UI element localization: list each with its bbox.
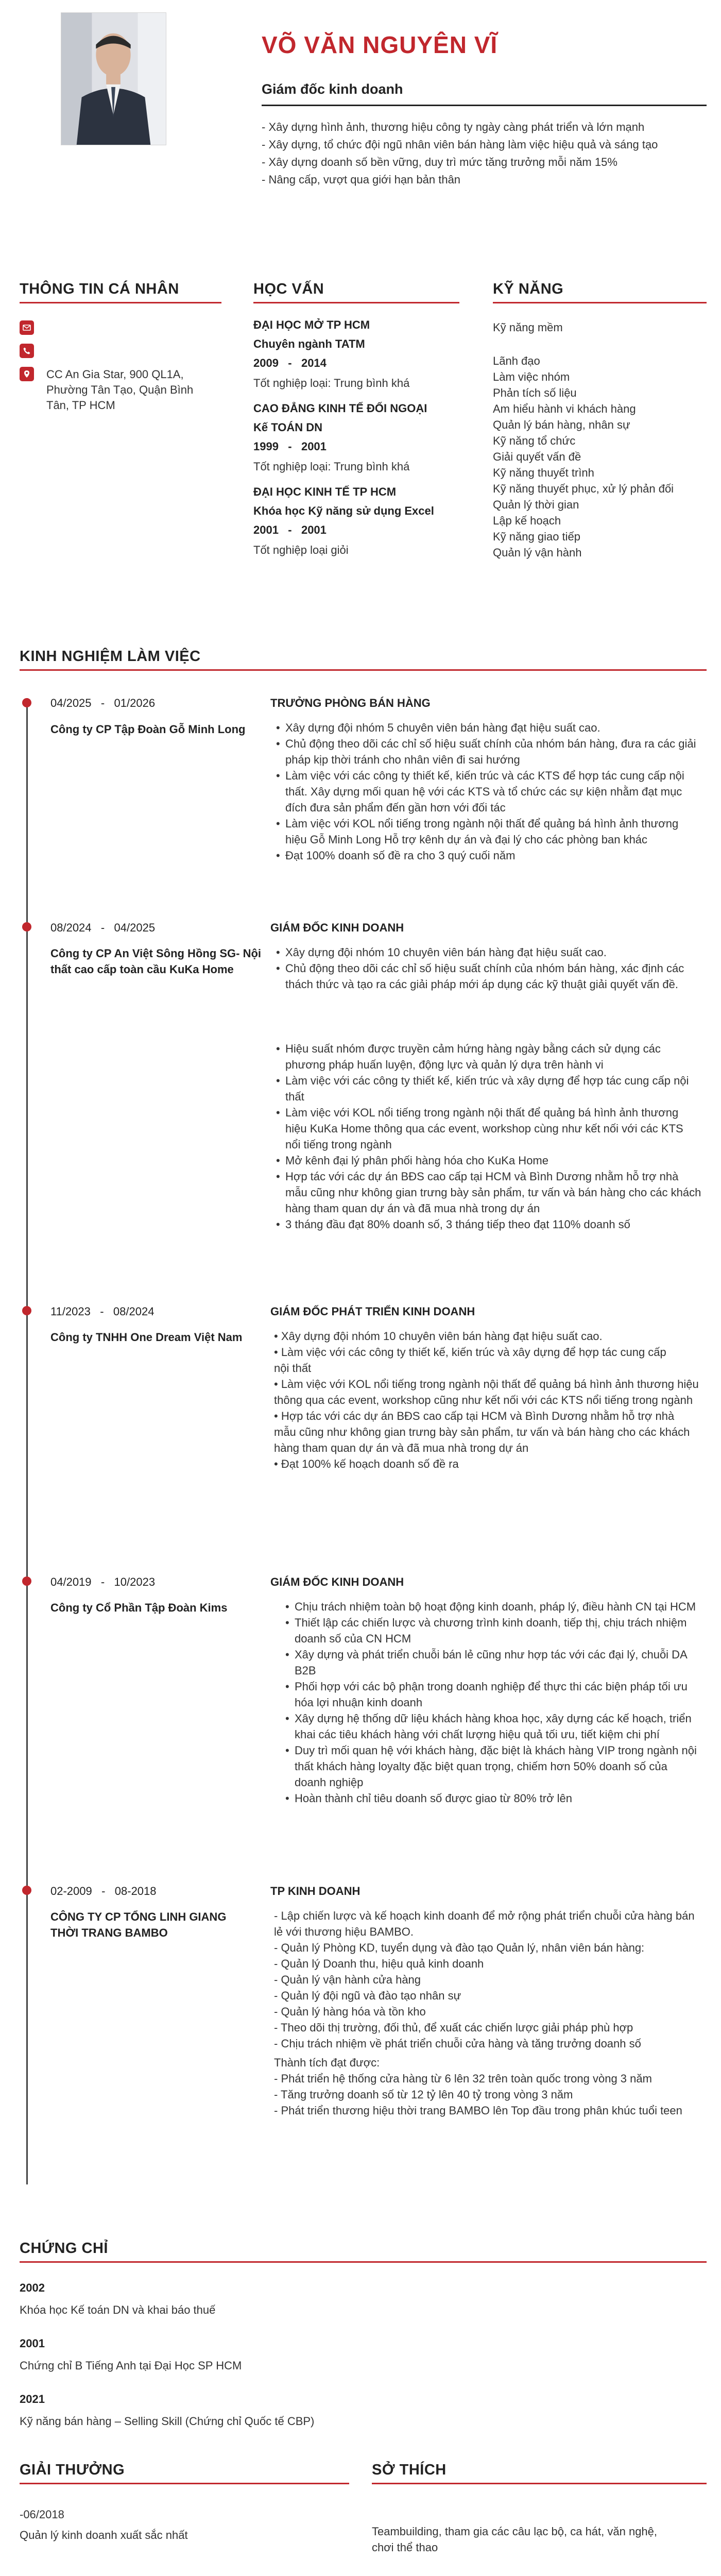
duty-line: - Quản lý hàng hóa và tồn kho (274, 2005, 426, 2018)
graduation-note: Tốt nghiệp loại: Trung bình khá (253, 460, 410, 473)
duty-line: - Quản lý vận hành cửa hàng (274, 1973, 421, 1986)
awards-heading: GIẢI THƯỞNG (20, 2462, 349, 2484)
education-period: 2009 - 2014 (253, 357, 327, 369)
skill-item: Giải quyết vấn đề (493, 450, 581, 463)
job-duties (274, 1328, 701, 1472)
education-list (253, 317, 459, 558)
duty-item: • Làm việc với các công ty thiết kế, kiến trúc và xây dựng để hợp tác cung cấp nội thất (274, 1073, 701, 1105)
objective-item: - Nâng cấp, vượt qua giới hạn bản thân (262, 173, 461, 186)
timeline-dot (22, 922, 31, 931)
certificate-year: 2001 (20, 2337, 45, 2350)
duty-line: mẫu cũng như không gian trưng bày sản phẩm, tư vấn và bán hàng cho các khách hàng tham quan dự án và đã mua nhà trong dự án (274, 1426, 690, 1454)
duty-item: • Hiệu suất nhóm được truyền cảm hứng hàng ngày bằng cách sử dụng các phương pháp huấn luyện, động lực và quản lý dựa trên hành vi (274, 1041, 701, 1073)
company-name: Công ty CP Tập Đoàn Gỗ Minh Long (50, 723, 246, 736)
skill-item: Kỹ năng thuyết phục, xử lý phản đối (493, 482, 674, 495)
duty-item: • 3 tháng đầu đạt 80% doanh số, 3 tháng tiếp theo đạt 110% doanh số (274, 1216, 701, 1232)
soft-skills-label: Kỹ năng mềm (493, 321, 563, 334)
award-name: Quản lý kinh doanh xuất sắc nhất (20, 2529, 188, 2541)
timeline-dot (22, 698, 31, 707)
duty-line: - Quản lý Phòng KD, tuyển dụng và đào tạo Quản lý, nhân viên bán hàng: (274, 1941, 645, 1954)
education-item (253, 400, 459, 474)
certificate-name: Khóa học Kế toán DN và khai báo thuế (20, 2303, 216, 2316)
duty-line: nội thất (274, 1362, 312, 1375)
job-duties (283, 1599, 700, 1806)
personal-info-heading: THÔNG TIN CÁ NHÂN (20, 281, 221, 303)
skill-item: Quản lý vận hành (493, 546, 582, 559)
duty-item: • Đạt 100% doanh số đề ra cho 3 quý cuối năm (274, 848, 701, 863)
certificates-list (20, 2280, 707, 2429)
skill-item: Quản lý bán hàng, nhân sự (493, 418, 630, 431)
company-name: CÔNG TY CP TỔNG LINH GIANG THỜI TRANG BAMBO (50, 1910, 227, 1939)
job-duties (274, 1908, 701, 2119)
timeline-dot (22, 1886, 31, 1895)
duty-line: • Xây dựng đội nhóm 10 chuyên viên bán hàng đạt hiệu suất cao. (274, 1330, 603, 1343)
duty-item: • Phối hợp với các bộ phận trong doanh nghiệp để thực thi các biện pháp tối ưu hóa lợi nhuận kinh doanh (283, 1679, 700, 1710)
duty-line: - Lập chiến lược và kế hoạch kinh doanh để mở rộng phát triển chuỗi cửa hàng bán lẻ với thương hiệu BAMBO. (274, 1909, 695, 1938)
experience-heading: KINH NGHIỆM LÀM VIỆC (20, 648, 707, 671)
certificate-year: 2002 (20, 2281, 45, 2294)
graduation-note: Tốt nghiệp loại giỏi (253, 544, 349, 556)
skill-item: Kỹ năng tổ chức (493, 434, 576, 447)
timeline-dot (22, 1577, 31, 1586)
skills-heading: KỸ NĂNG (493, 281, 707, 303)
timeline-line (26, 698, 28, 2184)
duty-line: • Đạt 100% kế hoạch doanh số đề ra (274, 1458, 459, 1470)
duty-item: • Xây dựng hệ thống dữ liệu khách hàng khoa học, xây dựng các kế hoạch, triển khai các tiêu khách hàng với chất lượng hiệu quả tối ưu, tiết kiệm chi phí (283, 1710, 700, 1742)
major: Chuyên ngành TATM (253, 337, 365, 350)
school-name: ĐẠI HỌC MỞ TP HCM (253, 318, 370, 331)
address-text: CC An Gia Star, 900 QL1A, Phường Tân Tạo, Quận Bình Tân, TP HCM (46, 368, 194, 412)
duty-line: - Quản lý Doanh thu, hiệu quả kinh doanh (274, 1957, 484, 1970)
profile-photo (61, 12, 166, 145)
duty-line: • Hợp tác với các dự án BĐS cao cấp tại HCM và Bình Dương nhằm hỗ trợ nhà (274, 1410, 675, 1422)
skill-item: Lập kế hoạch (493, 514, 561, 527)
duty-item: • Xây dựng đội nhóm 5 chuyên viên bán hàng đạt hiệu suất cao. (274, 720, 701, 736)
duty-item: • Làm việc với KOL nổi tiếng trong ngành nội thất để quảng bá hình ảnh thương hiệu KuKa Home thông qua các event, workshop cùng như kết nối với các KTS nổi tiếng trong ngành (274, 1105, 701, 1153)
skill-item: Kỹ năng giao tiếp (493, 530, 581, 543)
major: Khóa học Kỹ năng sử dụng Excel (253, 504, 434, 517)
skill-item: Kỹ năng thuyết trình (493, 466, 594, 479)
education-heading: HỌC VẤN (253, 281, 459, 303)
duty-item: • Duy trì mối quan hệ với khách hàng, đặc biệt là khách hàng VIP trong ngành nội thất khách hàng loyalty đặc biệt quan trọng, chiếm hơn 50% doanh số của doanh nghiệp (283, 1742, 700, 1790)
job-role: GIÁM ĐỐC KINH DOANH (270, 921, 404, 934)
skill-item: Lãnh đạo (493, 354, 540, 367)
experience-period: 04/2025 - 01/2026 (50, 697, 156, 709)
duty-item: • Chủ động theo dõi các chỉ số hiệu suất chính của nhóm bán hàng, đưa ra các giải pháp kịp thời tránh cho nhân viên đi sai hướng (274, 736, 701, 768)
skill-item: Làm việc nhóm (493, 370, 570, 383)
hobbies-text: Teambuilding, tham gia các câu lạc bộ, ca hát, văn nghệ, chơi thể thao (372, 2525, 658, 2554)
skills-list (493, 319, 707, 561)
job-duties (274, 944, 701, 992)
experience-period: 02-2009 - 08-2018 (50, 1885, 157, 1897)
timeline-dot (22, 1306, 31, 1315)
school-name: ĐẠI HỌC KINH TẾ TP HCM (253, 485, 397, 498)
skill-item: Phản tích số liệu (493, 386, 577, 399)
duty-item: • Xây dựng và phát triển chuỗi bán lẻ cũng như hợp tác với các đại lý, chuỗi DA B2B (283, 1647, 700, 1679)
duty-item: • Thiết lập các chiến lược và chương trình kinh doanh, tiếp thị, chịu trách nhiệm doanh số của CN HCM (283, 1615, 700, 1647)
education-item (253, 484, 459, 558)
duty-item: • Làm việc với các công ty thiết kế, kiến trúc và các KTS để hợp tác cung cấp nội thất. Xây dựng mối quan hệ với các KTS và tổ chức các sự kiện nhằm đạt mục đích đưa sản phẩm đến gần hơn với đối tác (274, 768, 701, 816)
objective-item: - Xây dựng hình ảnh, thương hiệu công ty ngày càng phát triển và lớn mạnh (262, 121, 645, 133)
duty-line: - Quản lý đội ngũ và đào tạo nhân sự (274, 1989, 461, 2002)
duty-item: • Hoàn thành chỉ tiêu doanh số được giao từ 80% trở lên (283, 1790, 700, 1806)
objective-item: - Xây dựng, tổ chức đội ngũ nhân viên bán hàng làm việc hiệu quả và sáng tạo (262, 138, 658, 151)
hobbies-heading: SỞ THÍCH (372, 2462, 707, 2484)
experience-period: 04/2019 - 10/2023 (50, 1575, 156, 1588)
graduation-note: Tốt nghiệp loại: Trung bình khá (253, 377, 410, 389)
email-icon[interactable] (20, 320, 34, 335)
job-role: GIÁM ĐỐC PHÁT TRIỂN KINH DOANH (270, 1305, 475, 1318)
education-item (253, 317, 459, 391)
certificate-item (20, 2391, 707, 2429)
certificate-item (20, 2335, 707, 2374)
experience-period: 11/2023 - 08/2024 (50, 1305, 154, 1318)
phone-icon[interactable] (20, 344, 34, 358)
candidate-position: Giám đốc kinh doanh (262, 81, 707, 106)
major: Kế TOÁN DN (253, 421, 323, 434)
education-period: 1999 - 2001 (253, 440, 327, 453)
skill-item: Am hiểu hành vi khách hàng (493, 402, 636, 415)
certificate-year: 2021 (20, 2393, 45, 2405)
certificate-item (20, 2280, 707, 2318)
duty-line: - Phát triển hệ thống cửa hàng từ 6 lên 32 trên toàn quốc trong vòng 3 năm (274, 2072, 652, 2085)
job-role: TP KINH DOANH (270, 1885, 360, 1897)
location-icon (20, 367, 34, 381)
job-role: GIÁM ĐỐC KINH DOANH (270, 1575, 404, 1588)
duty-item: • Mở kênh đại lý phân phối hàng hóa cho KuKa Home (274, 1153, 701, 1168)
duty-item: • Chủ động theo dõi các chỉ số hiệu suất chính của nhóm bán hàng, xác định các thách thức và tạo ra các giải pháp mới áp dụng các kỹ thuật giải quyết vấn đề. (274, 960, 701, 992)
skill-item: Quản lý thời gian (493, 498, 579, 511)
certificates-heading: CHỨNG CHỈ (20, 2240, 707, 2263)
duty-line: - Phát triển thương hiệu thời trang BAMBO lên Top đầu trong phân khúc tuổi teen (274, 2104, 682, 2117)
duty-item: • Hợp tác với các dự án BĐS cao cấp tại HCM và Bình Dương nhằm hỗ trợ nhà mẫu cũng như không gian trưng bày sản phẩm, tư vấn và bán hàng cho các khách hàng tham quan dự án và đã mua nhà trong dự án (274, 1168, 701, 1216)
job-duties-continued (274, 1041, 701, 1232)
certificate-name: Chứng chỉ B Tiếng Anh tại Đại Học SP HCM (20, 2359, 242, 2372)
company-name: Công ty TNHH One Dream Việt Nam (50, 1331, 243, 1344)
duty-line: • Làm việc với các công ty thiết kế, kiến trúc và xây dựng để hợp tác cung cấp (274, 1346, 666, 1359)
company-name: Công ty CP An Việt Sông Hồng SG- Nội thất cao cấp toàn cầu KuKa Home (50, 947, 262, 976)
certificate-name: Kỹ năng bán hàng – Selling Skill (Chứng chỉ Quốc tế CBP) (20, 2415, 315, 2428)
award-date: -06/2018 (20, 2508, 64, 2521)
company-name: Công ty Cổ Phần Tập Đoàn Kims (50, 1601, 228, 1614)
duty-item: • Chịu trách nhiệm toàn bộ hoạt động kinh doanh, pháp lý, điều hành CN tại HCM (283, 1599, 700, 1615)
duty-line: - Chịu trách nhiệm về phát triển chuỗi cửa hàng và tăng trưởng doanh số (274, 2037, 641, 2050)
job-duties (274, 720, 701, 863)
school-name: CAO ĐẲNG KINH TẾ ĐỐI NGOẠI (253, 402, 427, 415)
experience-period: 08/2024 - 04/2025 (50, 921, 156, 934)
duty-item: • Xây dựng đội nhóm 10 chuyên viên bán hàng đạt hiệu suất cao. (274, 944, 701, 960)
candidate-name: VÕ VĂN NGUYÊN VĨ (262, 31, 498, 58)
career-objectives (262, 120, 707, 190)
education-period: 2001 - 2001 (253, 523, 327, 536)
achievements-label: Thành tích đạt được: (274, 2056, 380, 2069)
duty-line: • Làm việc với KOL nổi tiếng trong ngành nội thất để quảng bá hình ảnh thương hiệu thông qua các event, workshop cũng như kết nối với các KTS nổi tiếng trong ngành (274, 1378, 699, 1406)
objective-item: - Xây dựng doanh số bền vững, duy trì mức tăng trưởng mỗi năm 15% (262, 156, 617, 168)
duty-line: - Theo dõi thị trường, đối thủ, để xuất các chiến lược giải pháp phù hợp (274, 2021, 633, 2034)
duty-item: • Làm việc với KOL nổi tiếng trong ngành nội thất để quảng bá hình ảnh thương hiệu Gỗ Minh Long Hỗ trợ kênh dự án và đại lý cho các phòng ban khác (274, 816, 701, 848)
job-role: TRƯỞNG PHÒNG BÁN HÀNG (270, 697, 431, 709)
duty-line: - Tăng trưởng doanh số từ 12 tỷ lên 40 tỷ trong vòng 3 năm (274, 2088, 573, 2101)
